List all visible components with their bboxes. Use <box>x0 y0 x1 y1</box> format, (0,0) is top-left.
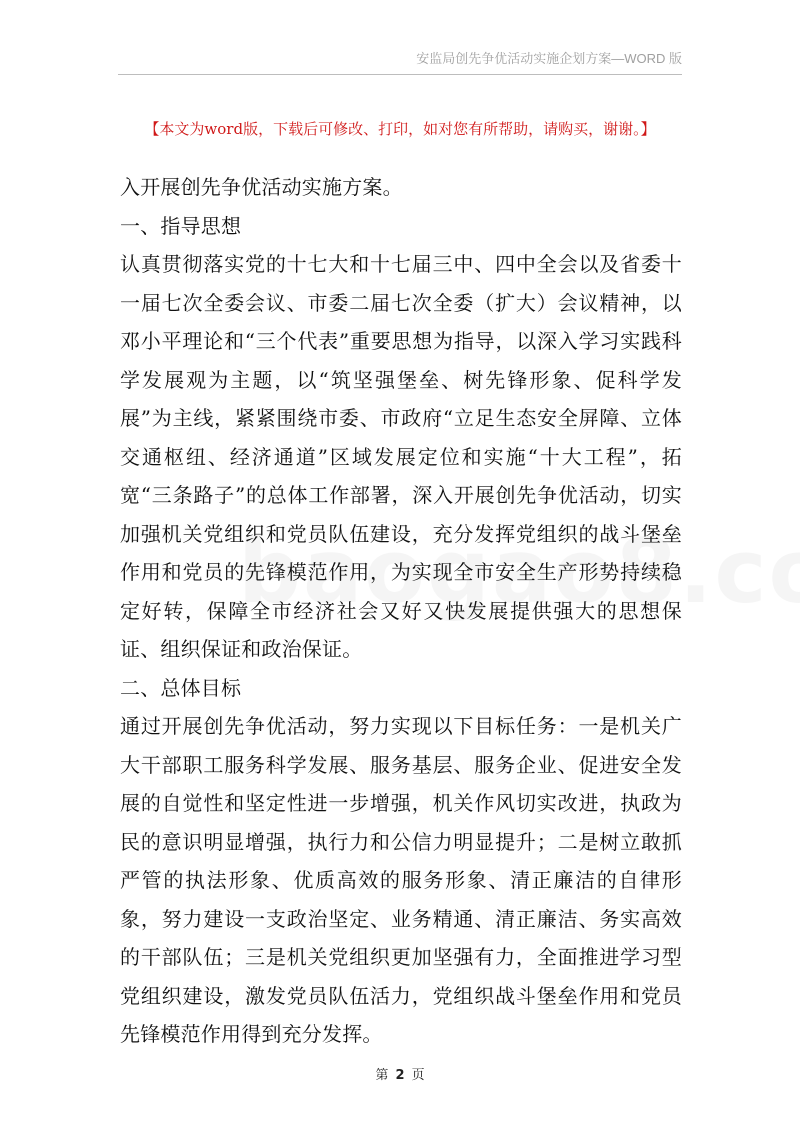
page-label-suffix: 页 <box>411 1068 425 1083</box>
page-footer <box>0 1064 800 1083</box>
section-heading-guiding-thought: 一、指导思想 <box>120 213 242 238</box>
paragraph-guiding-thought: 认真贯彻落实党的十七大和十七届三中、四中全会以及省委十一届七次全委会议、市委二届七次全委（扩大）会议精神，以邓小平理论和“三个代表”重要思想为指导，以深入学习实践科学发展观为主题，以“筑坚强堡垒、树先锋形象、促科学发展”为主线，紧紧围绕市委、市政府“立足生态安全屏障、立体交通枢纽、经济通道”区域发展定位和实施“十大工程”，拓宽“三条路子”的总体工作部署，深入开展创先争优活动，切实加强机关党组织和党员队伍建设，充分发挥党组织的战斗堡垒作用和党员的先锋模范作用，为实现全市安全生产形势持续稳定好转，保障全市经济社会又好又快发展提供强大的思想保证、组织保证和政治保证。 <box>120 252 682 661</box>
download-notice: 【本文为word版，下载后可修改、打印，如对您有所帮助，请购买，谢谢。】 <box>144 120 656 138</box>
page-number: 2 <box>395 1068 405 1083</box>
section-heading-overall-goal: 二、总体目标 <box>120 675 242 700</box>
page-header <box>118 50 682 75</box>
header-title: 安监局创先争优活动实施企划方案—WORD 版 <box>416 51 682 66</box>
paragraph-overall-goal: 通过开展创先争优活动，努力实现以下目标任务：一是机关广大干部职工服务科学发展、服务基层、服务企业、促进安全发展的自觉性和坚定性进一步增强，机关作风切实改进，执政为民的意识明显增强，执行力和公信力明显提升；二是树立敢抓严管的执法形象、优质高效的服务形象、清正廉洁的自律形象，努力建设一支政治坚定、业务精通、清正廉洁、务实高效的干部队伍；三是机关党组织更加坚强有力，全面推进学习型党组织建设，激发党员队伍活力，党组织战斗堡垒作用和党员先锋模范作用得到充分发挥。 <box>120 714 682 1046</box>
page-label-prefix: 第 <box>375 1068 389 1083</box>
document-body <box>120 168 682 1054</box>
intro-paragraph: 入开展创先争优活动实施方案。 <box>120 175 403 199</box>
